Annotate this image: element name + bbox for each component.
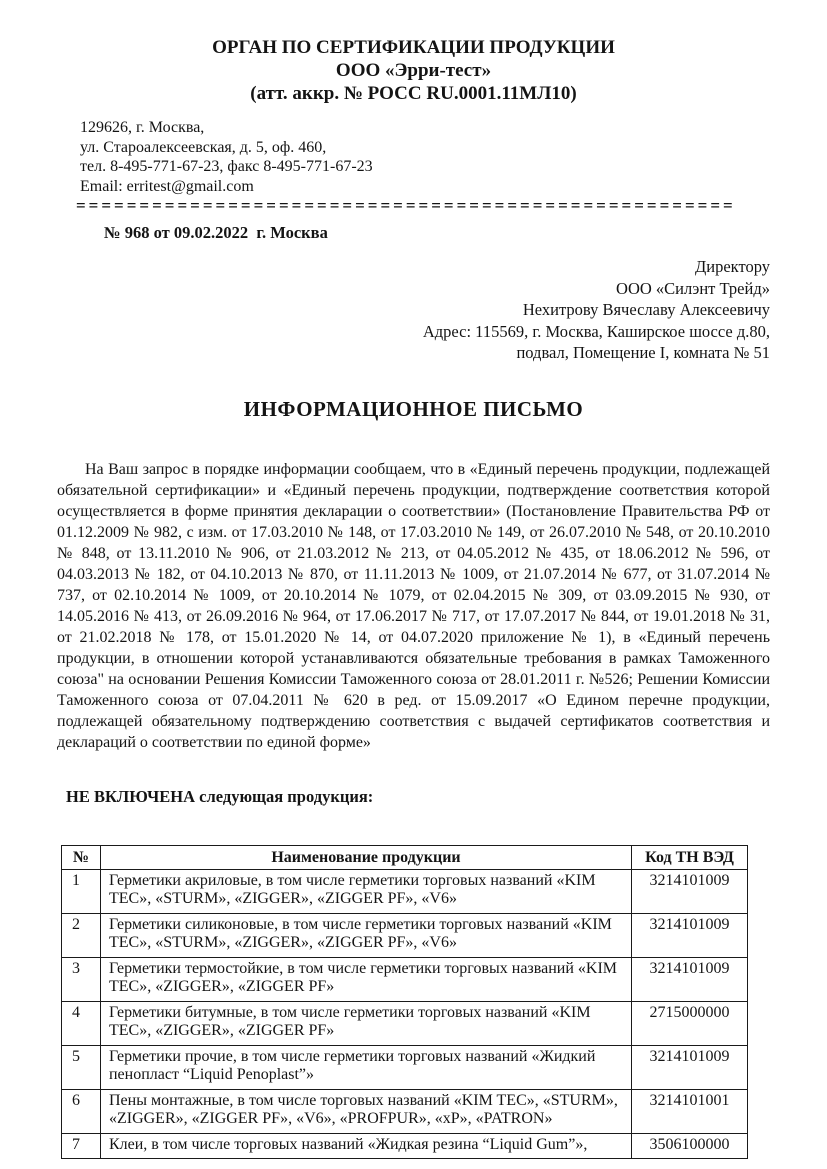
product-code-cell: 3214101009 [632, 1045, 748, 1089]
org-address-line: ул. Староалексеевская, д. 5, оф. 460, [80, 138, 327, 156]
org-company-line: ООО «Эрри-тест» [335, 60, 492, 81]
row-number-cell: 7 [62, 1133, 101, 1159]
product-name-cell: Герметики битумные, в том числе герметики торговых названий «KIM TEC», «ZIGGER», «ZIGGER PF» [100, 1001, 631, 1045]
product-code-cell: 3214101009 [632, 869, 748, 913]
recipient-line: Нехитрову Вячеславу Алексеевичу [522, 300, 770, 319]
table-header-product-name: Наименование продукции [100, 845, 631, 869]
product-code-cell: 3214101001 [632, 1089, 748, 1133]
row-number-cell: 2 [62, 913, 101, 957]
table-row [62, 1001, 748, 1045]
table-row [62, 1133, 748, 1159]
product-name-cell: Герметики силиконовые, в том числе герметики торговых названий «KIM TEC», «STURM», «ZIGGER», «ZIGGER PF», «V6» [100, 913, 631, 957]
product-name-cell: Герметики акриловые, в том числе герметики торговых названий «KIM TEC», «STURM», «ZIGGER», «ZIGGER PF», «V6» [100, 869, 631, 913]
product-name-cell: Пены монтажные, в том числе торговых названий «KIM TEC», «STURM», «ZIGGER», «ZIGGER PF», «V6», «PROFPUR», «xP», «PATRON» [100, 1089, 631, 1133]
product-name-cell: Герметики прочие, в том числе герметики торговых названий «Жидкий пенопласт “Liquid Penoplast”» [100, 1045, 631, 1089]
body-paragraph: На Ваш запрос в порядке информации сообщаем, что в «Единый перечень продукции, подлежащей обязательной сертификации» и «Единый перечень продукции, подтверждение соответствия которой осуществляется в форме принятия декларации о соответствии» (Постановление Правительства РФ от 01.12.2009 № 982, с изм. от 17.03.2010 № 148, от 17.03.2010 № 149, от 26.07.2010 № 548, от 20.10.2010 № 848, от 13.11.2010 № 906, от 21.03.2012 № 213, от 04.05.2012 № 435, от 18.06.2012 № 596, от 04.03.2013 № 182, от 04.10.2013 № 870, от 11.11.2013 № 1009, от 21.07.2014 № 677, от 31.07.2014 № 737, от 02.10.2014 № 1009, от 20.10.2014 № 1079, от 02.04.2015 № 309, от 03.09.2015 № 930, от 14.05.2016 № 413, от 26.09.2016 № 964, от 17.06.2017 № 717, от 17.07.2017 № 844, от 19.01.2018 № 31, от 21.02.2018 № 178, от 15.01.2020 № 14, от 04.07.2020 приложение № 1), в «Единый перечень продукции, в отношении которой устанавливаются обязательные требования в рамках Таможенного союза" на основании Решения Комиссии Таможенного союза от 28.01.2011 г. №526; Решении Комиссии Таможенного союза от 07.04.2011 № 620 в ред. от 15.09.2017 «О Едином перечне продукции, подлежащей обязательному подтверждению соответствия с выдачей сертификатов соответствия и деклараций о соответствии по единой форме» [57, 460, 770, 751]
table-row [62, 869, 748, 913]
product-name-cell: Клеи, в том числе торговых названий «Жидкая резина “Liquid Gum”», [100, 1133, 631, 1159]
table-row [62, 1089, 748, 1133]
separator-line: ==================================================== [76, 198, 736, 214]
letterhead [0, 0, 827, 105]
row-number-cell: 4 [62, 1001, 101, 1045]
products-table [61, 845, 748, 1160]
table-header-row [62, 845, 748, 869]
product-code-cell: 3214101009 [632, 957, 748, 1001]
recipient-block [0, 256, 770, 364]
org-name-line: ОРГАН ПО СЕРТИФИКАЦИИ ПРОДУКЦИИ [212, 37, 615, 58]
product-code-cell: 2715000000 [632, 1001, 748, 1045]
product-name-cell: Герметики термостойкие, в том числе герметики торговых названий «KIM TEC», «ZIGGER», «ZIGGER PF» [100, 957, 631, 1001]
org-address-line: Email: erritest@gmail.com [80, 177, 254, 195]
row-number-cell: 1 [62, 869, 101, 913]
table-row [62, 1045, 748, 1089]
table-header-code: Код ТН ВЭД [632, 845, 748, 869]
table-row [62, 913, 748, 957]
recipient-line: подвал, Помещение I, комната № 51 [516, 343, 770, 362]
letter-title: ИНФОРМАЦИОННОЕ ПИСЬМО [243, 396, 584, 421]
table-row [62, 957, 748, 1001]
reference-number-line: № 968 от 09.02.2022 г. Москва [104, 223, 328, 242]
recipient-line: ООО «Силэнт Трейд» [616, 278, 770, 298]
org-address-block [80, 118, 827, 196]
org-address-line: тел. 8-495-771-67-23, факс 8-495-771-67-23 [80, 158, 373, 175]
org-accreditation-line: (атт. аккр. № РОСС RU.0001.11МЛ10) [250, 83, 577, 104]
row-number-cell: 6 [62, 1089, 101, 1133]
table-header-number: № [62, 845, 101, 869]
org-address-line: 129626, г. Москва, [80, 119, 205, 136]
section-heading: НЕ ВКЛЮЧЕНА следующая продукция: [66, 786, 374, 806]
recipient-line: Адрес: 115569, г. Москва, Каширское шоссе д.80, [422, 321, 770, 341]
row-number-cell: 5 [62, 1045, 101, 1089]
product-code-cell: 3506100000 [632, 1133, 748, 1159]
recipient-line: Директору [695, 257, 770, 276]
product-code-cell: 3214101009 [632, 913, 748, 957]
row-number-cell: 3 [62, 957, 101, 1001]
